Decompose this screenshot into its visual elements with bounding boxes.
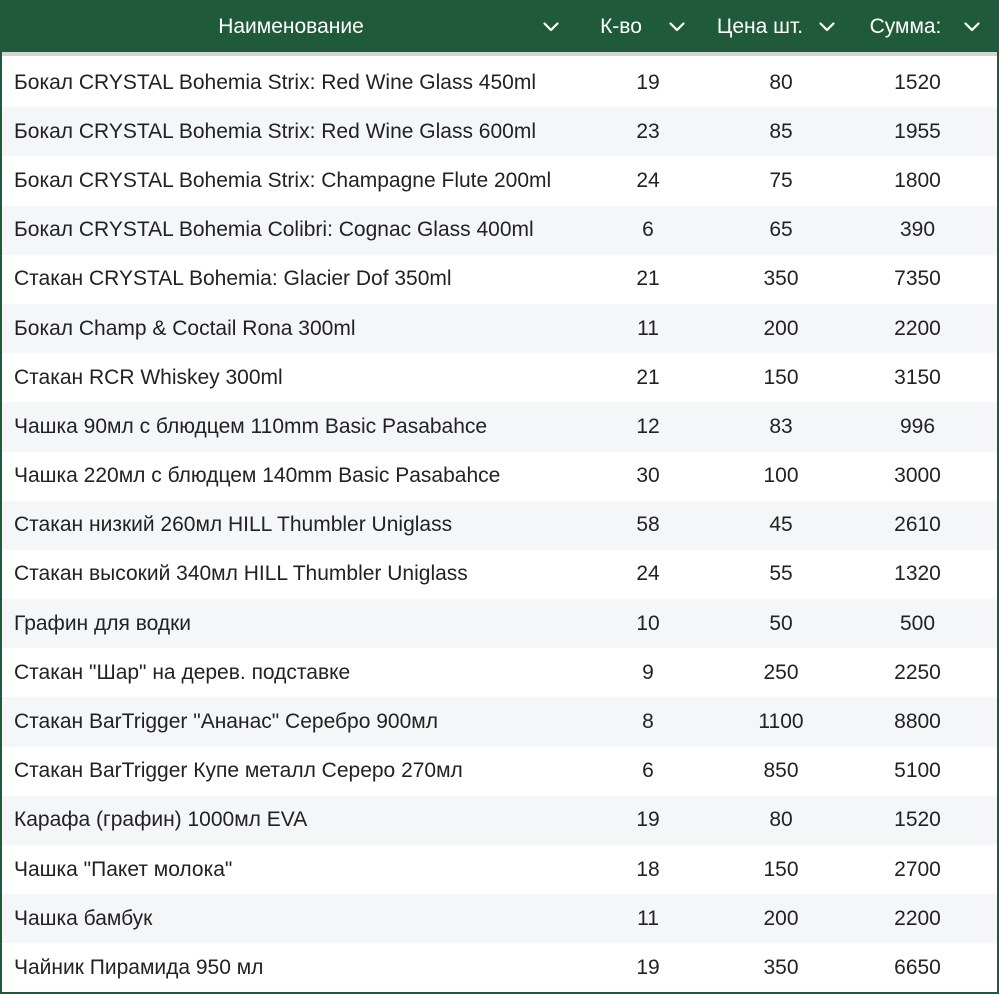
table-row[interactable] (2, 255, 997, 304)
cell-qty: 12 (636, 414, 660, 438)
cell-qty: 30 (636, 464, 660, 488)
cell-price: 45 (769, 513, 793, 537)
cell-name: Карафа (графин) 1000мл EVA (14, 808, 308, 832)
table-row[interactable] (2, 747, 997, 796)
table-row[interactable] (2, 353, 997, 402)
column-header-qty-label: К-во (600, 15, 642, 38)
cell-sum: 996 (899, 414, 936, 438)
cell-qty: 24 (636, 168, 660, 192)
cell-sum: 390 (899, 218, 936, 242)
cell-qty: 21 (636, 267, 660, 291)
cell-price: 850 (763, 759, 799, 783)
column-header-qty[interactable] (576, 2, 704, 52)
cell-sum: 2610 (894, 513, 941, 537)
cell-name: Стакан низкий 260мл HILL Thumbler Uniglass (14, 513, 453, 537)
cell-qty: 6 (642, 218, 654, 242)
table-row[interactable] (2, 107, 997, 156)
cell-name: Стакан BarTrigger Купе металл Сереро 270мл (14, 759, 463, 783)
cell-name: Стакан "Шар" на дерев. подставке (14, 660, 351, 684)
cell-qty: 18 (636, 857, 660, 881)
cell-price: 50 (769, 611, 793, 635)
cell-sum: 7350 (894, 267, 941, 291)
cell-price: 55 (769, 562, 793, 586)
cell-sum: 2200 (894, 316, 941, 340)
cell-price: 350 (763, 955, 799, 979)
chevron-down-icon[interactable] (666, 16, 688, 38)
cell-name: Бокал CRYSTAL Bohemia Strix: Red Wine Glass 450ml (14, 70, 536, 94)
cell-sum: 2700 (894, 857, 941, 881)
table-header (2, 2, 997, 56)
cell-price: 150 (763, 365, 799, 389)
column-header-price[interactable] (704, 2, 850, 52)
table-row[interactable] (2, 452, 997, 501)
column-header-sum[interactable] (850, 2, 997, 52)
chevron-down-icon[interactable] (816, 16, 838, 38)
chevron-down-icon[interactable] (540, 16, 562, 38)
table-row[interactable] (2, 697, 997, 746)
cell-qty: 11 (637, 906, 659, 930)
table-row[interactable] (2, 206, 997, 255)
chevron-down-icon[interactable] (961, 16, 983, 38)
cell-sum: 1320 (894, 562, 941, 586)
cell-sum: 6650 (894, 955, 941, 979)
column-header-sum-label: Сумма: (869, 15, 942, 38)
cell-sum: 2200 (894, 906, 941, 930)
table-row[interactable] (2, 156, 997, 205)
cell-price: 1100 (758, 710, 804, 734)
cell-qty: 23 (636, 119, 660, 143)
cell-sum: 3150 (894, 365, 941, 389)
table-row[interactable] (2, 894, 997, 943)
cell-sum: 2250 (894, 660, 941, 684)
cell-price: 200 (763, 316, 799, 340)
cell-name: Чашка 90мл с блюдцем 110mm Basic Pasabahce (14, 414, 488, 438)
table-row[interactable] (2, 796, 997, 845)
cell-qty: 24 (636, 562, 660, 586)
cell-price: 150 (763, 857, 799, 881)
cell-price: 250 (763, 660, 799, 684)
column-header-name-label: Наименование (218, 15, 364, 38)
cell-qty: 11 (637, 316, 659, 340)
cell-sum: 8800 (894, 710, 941, 734)
cell-sum: 3000 (894, 464, 941, 488)
cell-price: 75 (769, 168, 793, 192)
cell-name: Чашка "Пакет молока" (14, 857, 233, 881)
cell-name: Бокал CRYSTAL Bohemia Strix: Red Wine Glass 600ml (14, 119, 536, 143)
cell-qty: 8 (642, 710, 654, 734)
cell-qty: 21 (636, 365, 660, 389)
cell-price: 85 (769, 119, 793, 143)
cell-qty: 10 (636, 611, 660, 635)
cell-price: 200 (763, 906, 799, 930)
cell-qty: 9 (642, 660, 654, 684)
table-row[interactable] (2, 943, 997, 992)
table-row[interactable] (2, 648, 997, 697)
cell-price: 80 (769, 70, 793, 94)
cell-name: Стакан высокий 340мл HILL Thumbler Uniglass (14, 562, 468, 586)
table-row[interactable] (2, 402, 997, 451)
cell-price: 65 (769, 218, 793, 242)
cell-sum: 5100 (894, 759, 941, 783)
cell-name: Бокал Champ & Coctail Rona 300ml (14, 316, 356, 340)
cell-qty: 19 (636, 955, 660, 979)
table-row[interactable] (2, 304, 997, 353)
cell-sum: 1520 (894, 808, 941, 832)
cell-qty: 58 (636, 513, 660, 537)
cell-sum: 1955 (894, 119, 941, 143)
cell-price: 83 (769, 414, 793, 438)
table-row[interactable] (2, 550, 997, 599)
cell-qty: 6 (642, 759, 654, 783)
cell-sum: 500 (899, 611, 936, 635)
cell-name: Чашка бамбук (14, 906, 153, 930)
cell-name: Бокал CRYSTAL Bohemia Strix: Champagne Flute 200ml (14, 168, 552, 192)
cell-price: 350 (763, 267, 799, 291)
cell-name: Графин для водки (14, 611, 192, 635)
cell-price: 100 (763, 464, 799, 488)
cell-name: Стакан CRYSTAL Bohemia: Glacier Dof 350ml (14, 267, 452, 291)
table-row[interactable] (2, 501, 997, 550)
cell-name: Стакан RCR Whiskey 300ml (14, 365, 283, 389)
cell-name: Чайник Пирамида 950 мл (14, 955, 264, 979)
table-row[interactable] (2, 599, 997, 648)
column-header-name[interactable] (2, 2, 576, 52)
cell-name: Чашка 220мл с блюдцем 140mm Basic Pasabahce (14, 464, 501, 488)
cell-qty: 19 (636, 808, 660, 832)
table-row[interactable] (2, 845, 997, 894)
column-header-price-label: Цена шт. (716, 15, 804, 38)
table-row[interactable] (2, 58, 997, 107)
cell-sum: 1800 (894, 168, 941, 192)
cell-name: Бокал CRYSTAL Bohemia Colibri: Cognac Glass 400ml (14, 218, 534, 242)
cell-name: Стакан BarTrigger "Ананас" Серебро 900мл (14, 710, 438, 734)
cell-price: 80 (769, 808, 793, 832)
table-body (2, 58, 997, 993)
cell-qty: 19 (636, 70, 660, 94)
cell-sum: 1520 (894, 70, 941, 94)
